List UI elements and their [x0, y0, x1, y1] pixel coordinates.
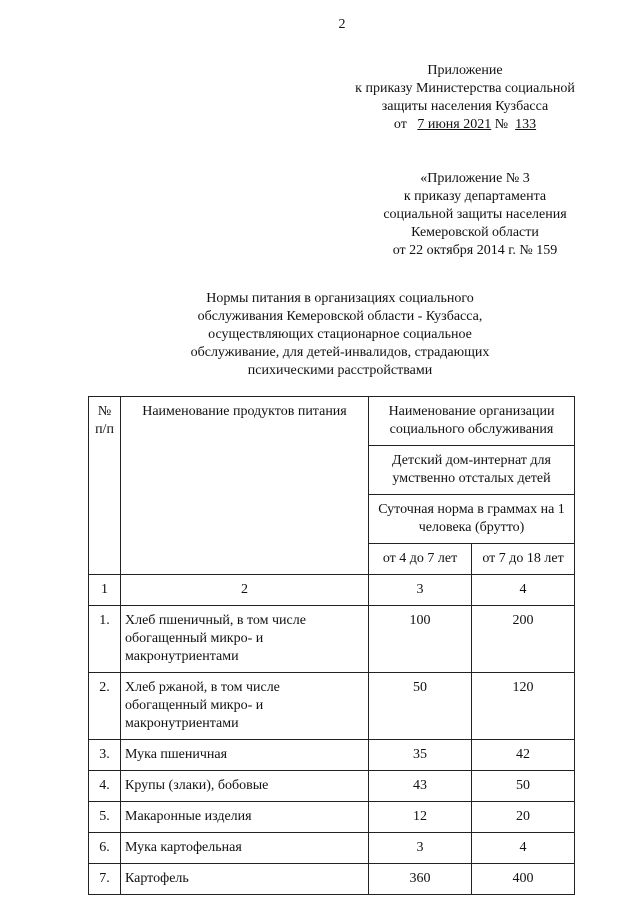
- prev-appendix-line2: к приказу департамента: [403, 189, 547, 204]
- prev-appendix-line4: Кемеровской области: [411, 225, 539, 240]
- table-row: [89, 864, 575, 895]
- table-row: [89, 802, 575, 833]
- header-number: № п/п: [89, 397, 121, 575]
- header-institution: Детский дом-интернат для умственно отсталых детей: [369, 446, 575, 495]
- table-row: [89, 606, 575, 673]
- number-sign: №: [494, 117, 509, 132]
- norm-4-7: 50: [369, 673, 472, 740]
- row-number: 3.: [89, 740, 121, 771]
- norm-7-18: 400: [472, 864, 575, 895]
- product-name: Хлеб пшеничный, в том числе обогащенный микро- и макронутриентами: [121, 606, 369, 673]
- norm-7-18: 120: [472, 673, 575, 740]
- norm-4-7: 360: [369, 864, 472, 895]
- product-name: Хлеб ржаной, в том числе обогащенный микро- и макронутриентами: [121, 673, 369, 740]
- norm-7-18: 200: [472, 606, 575, 673]
- norm-7-18: 20: [472, 802, 575, 833]
- product-name: Картофель: [121, 864, 369, 895]
- header-organization: Наименование организации социального обслуживания: [369, 397, 575, 446]
- product-name: Крупы (злаки), бобовые: [121, 771, 369, 802]
- row-number: 4.: [89, 771, 121, 802]
- previous-appendix-header: [360, 170, 590, 260]
- norm-4-7: 3: [369, 833, 472, 864]
- title-line: обслуживания Кемеровской области - Кузбасса,: [197, 309, 483, 324]
- header-product: Наименование продуктов питания: [121, 397, 369, 575]
- norm-7-18: 50: [472, 771, 575, 802]
- title-line: Нормы питания в организациях социального: [206, 291, 474, 306]
- row-number: 6.: [89, 833, 121, 864]
- prev-appendix-title: «Приложение № 3: [420, 171, 530, 186]
- table-row: [89, 771, 575, 802]
- nutrition-norms-table: [88, 396, 575, 895]
- product-name: Мука пшеничная: [121, 740, 369, 771]
- appendix-order-line: к приказу Министерства социальной: [355, 81, 575, 96]
- order-date: 7 июня 2021: [417, 117, 492, 132]
- index-cell: 3: [369, 575, 472, 606]
- table-row: [89, 673, 575, 740]
- row-number: 1.: [89, 606, 121, 673]
- header-age-4-7: от 4 до 7 лет: [369, 544, 472, 575]
- page-number: 2: [338, 17, 346, 32]
- index-cell: 2: [121, 575, 369, 606]
- appendix-date-line: [340, 116, 590, 134]
- header-age-7-18: от 7 до 18 лет: [472, 544, 575, 575]
- index-row: [89, 575, 575, 606]
- prev-appendix-line5: от 22 октября 2014 г. № 159: [392, 243, 558, 258]
- norm-4-7: 43: [369, 771, 472, 802]
- date-prefix: от: [393, 117, 407, 132]
- appendix-header: [340, 62, 590, 134]
- appendix-ministry-line: защиты населения Кузбасса: [381, 99, 549, 114]
- norm-7-18: 42: [472, 740, 575, 771]
- header-daily-norm: Суточная норма в граммах на 1 человека (брутто): [369, 495, 575, 544]
- document-title: [160, 290, 520, 380]
- title-line: осуществляющих стационарное социальное: [208, 327, 472, 342]
- row-number: 2.: [89, 673, 121, 740]
- product-name: Макаронные изделия: [121, 802, 369, 833]
- table-row: [89, 740, 575, 771]
- norm-4-7: 100: [369, 606, 472, 673]
- appendix-title: Приложение: [427, 63, 503, 78]
- row-number: 7.: [89, 864, 121, 895]
- index-cell: 4: [472, 575, 575, 606]
- norm-4-7: 12: [369, 802, 472, 833]
- norm-4-7: 35: [369, 740, 472, 771]
- title-line: обслуживание, для детей-инвалидов, страдающих: [190, 345, 490, 360]
- index-cell: 1: [89, 575, 121, 606]
- title-line: психическими расстройствами: [247, 363, 433, 378]
- prev-appendix-line3: социальной защиты населения: [383, 207, 567, 222]
- norm-7-18: 4: [472, 833, 575, 864]
- product-name: Мука картофельная: [121, 833, 369, 864]
- order-number: 133: [515, 117, 537, 132]
- table-row: [89, 833, 575, 864]
- row-number: 5.: [89, 802, 121, 833]
